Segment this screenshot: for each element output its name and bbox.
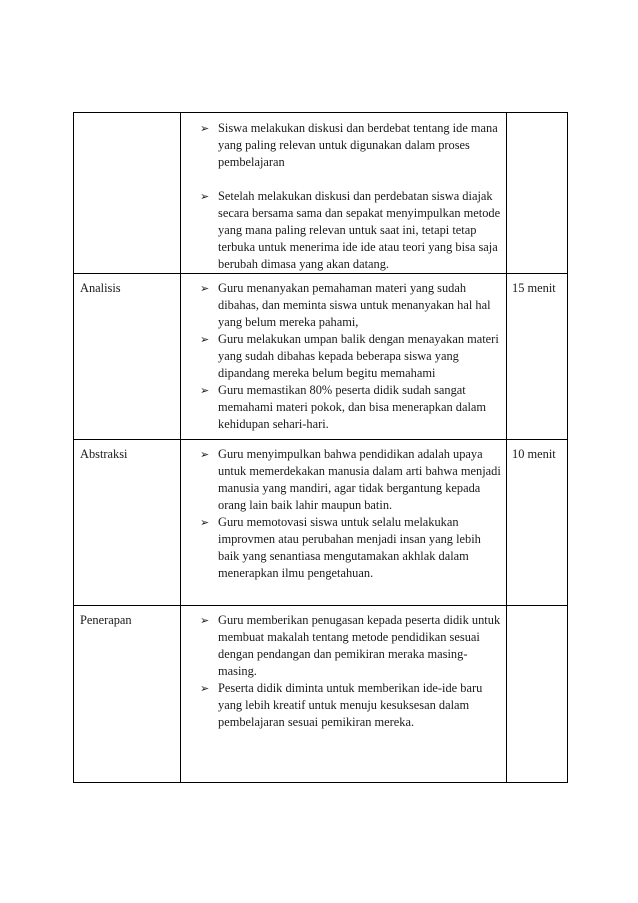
table-row: [74, 606, 568, 783]
activity-list: [181, 606, 506, 731]
duration-cell: [507, 606, 568, 783]
arrow-bullet-icon: ➢: [200, 384, 210, 397]
activity-text: Setelah melakukan diskusi dan perdebatan siswa diajak secara bersama sama dan sepakat menyimpulkan metode yang mana paling relevan untuk saat ini, tetapi tetap terbuka untuk menerima ide ide atau teori yang bisa saja berubah dimasa yang akan datang.: [218, 189, 501, 271]
list-item: [181, 331, 504, 382]
arrow-bullet-icon: ➢: [200, 282, 210, 295]
table-row: [74, 274, 568, 440]
arrow-bullet-icon: ➢: [200, 448, 210, 461]
activity-cell: [181, 274, 507, 440]
activity-cell: [181, 440, 507, 606]
duration-cell: 15 menit: [507, 274, 568, 440]
list-item: [181, 514, 504, 582]
duration-cell: [507, 113, 568, 274]
activity-list: [181, 274, 506, 433]
phase-cell: Penerapan: [74, 606, 181, 783]
list-item: [181, 446, 504, 514]
activity-text: Guru memotovasi siswa untuk selalu melakukan improvmen atau perubahan menjadi insan yang lebih baik yang senantiasa mengutamakan akhlak dalam menerapkan ilmu pengetahuan.: [218, 515, 481, 580]
activity-list: [181, 113, 506, 273]
arrow-bullet-icon: ➢: [200, 190, 210, 203]
phase-cell: [74, 113, 181, 274]
arrow-bullet-icon: ➢: [200, 682, 210, 695]
list-item: [181, 680, 504, 731]
activity-cell: [181, 606, 507, 783]
activity-text: Guru menanyakan pemahaman materi yang sudah dibahas, dan meminta siswa untuk menanyakan hal hal yang belum mereka pahami,: [218, 281, 491, 329]
activity-list: [181, 440, 506, 582]
list-item: [181, 382, 504, 433]
list-item: [181, 612, 504, 680]
table-row: [74, 113, 568, 274]
activity-text: Guru memberikan penugasan kepada peserta didik untuk membuat makalah tentang metode pendidikan sesuai dengan pendangan dan pemikiran meraka masing-masing.: [218, 613, 501, 678]
activity-text: Guru memastikan 80% peserta didik sudah sangat memahami materi pokok, dan bisa menerapkan dalam kehidupan sehari-hari.: [218, 383, 487, 431]
arrow-bullet-icon: ➢: [200, 614, 210, 627]
table-row: [74, 440, 568, 606]
phase-cell: Analisis: [74, 274, 181, 440]
arrow-bullet-icon: ➢: [200, 122, 210, 135]
list-item: [181, 120, 504, 171]
activity-text: Peserta didik diminta untuk memberikan ide-ide baru yang lebih kreatif untuk menuju kesuksesan dalam pembelajaran sesuai pemikiran mereka.: [218, 681, 483, 729]
activity-text: Guru menyimpulkan bahwa pendidikan adalah upaya untuk memerdekakan manusia dalam arti bahwa menjadi manusia yang mandiri, agar tidak bergantung kepada orang lain baik lahir maupun batin.: [218, 447, 501, 512]
list-item: [181, 188, 504, 273]
duration-cell: 10 menit: [507, 440, 568, 606]
activity-text: Siswa melakukan diskusi dan berdebat tentang ide mana yang paling relevan untuk digunakan dalam proses pembelajaran: [218, 121, 498, 169]
arrow-bullet-icon: ➢: [200, 516, 210, 529]
activity-cell: [181, 113, 507, 274]
list-item: [181, 280, 504, 331]
lesson-activity-table: [73, 112, 568, 783]
phase-cell: Abstraksi: [74, 440, 181, 606]
arrow-bullet-icon: ➢: [200, 333, 210, 346]
activity-text: Guru melakukan umpan balik dengan menayakan materi yang sudah dibahas kepada beberapa siswa yang dipandang mereka belum begitu memahami: [218, 332, 499, 380]
